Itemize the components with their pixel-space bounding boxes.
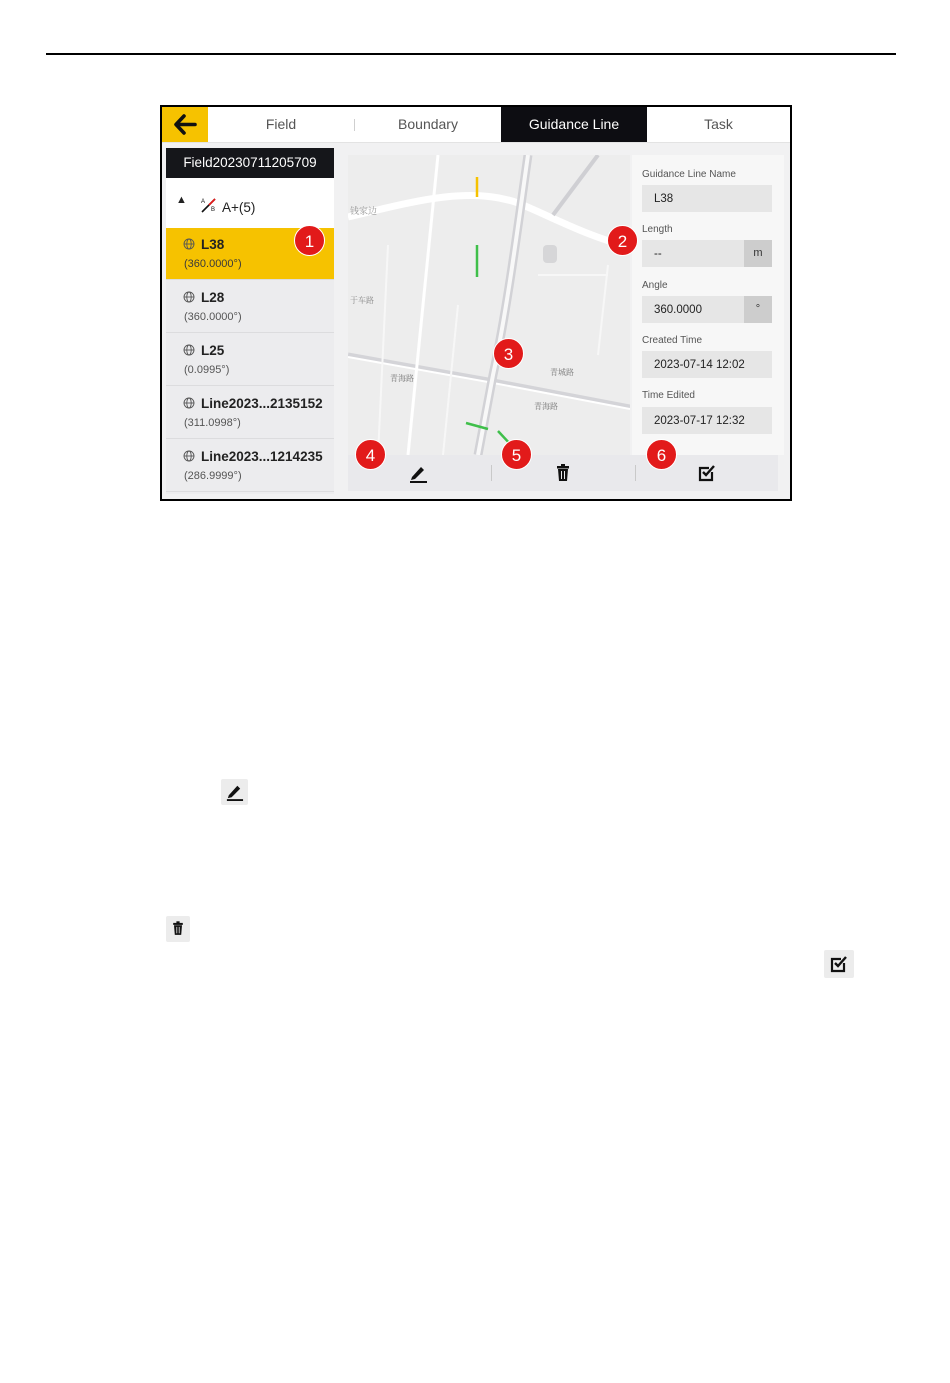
callout-badge: 5 <box>501 439 532 470</box>
ab-line-icon <box>200 197 218 213</box>
globe-icon <box>183 291 195 303</box>
created-time-field <box>642 351 772 378</box>
list-item-angle: (286.9999°) <box>184 470 242 482</box>
globe-icon <box>183 450 195 462</box>
list-item-name: Line2023...2135152 <box>201 396 323 411</box>
map-view[interactable] <box>348 155 630 455</box>
time-edited-label: Time Edited <box>642 390 695 401</box>
globe-icon <box>183 397 195 409</box>
list-item-name: L38 <box>201 237 225 252</box>
tab-task[interactable]: Task <box>704 116 733 132</box>
list-item-angle: (360.0000°) <box>184 258 242 270</box>
list-item[interactable] <box>166 440 334 492</box>
tab-boundary[interactable]: Boundary <box>398 116 458 132</box>
list-item-name: L25 <box>201 343 225 358</box>
list-item-name: L28 <box>201 290 225 305</box>
svg-text:B: B <box>211 207 216 213</box>
callout-badge: 3 <box>493 338 524 369</box>
list-item-name: Line2023...1214235 <box>201 449 323 464</box>
tab-bar <box>162 107 790 143</box>
list-item-angle: (360.0000°) <box>184 311 242 323</box>
length-unit: m <box>744 240 772 267</box>
name-field[interactable] <box>642 185 772 212</box>
length-label: Length <box>642 224 673 235</box>
pencil-icon <box>225 782 244 801</box>
callout-badge: 4 <box>355 439 386 470</box>
list-item[interactable] <box>166 281 334 333</box>
line-group-label: A+(5) <box>222 200 256 215</box>
tab-field[interactable]: Field <box>265 116 297 132</box>
action-divider <box>491 465 492 481</box>
callout-badge: 1 <box>294 225 325 256</box>
angle-label: Angle <box>642 280 668 291</box>
checkbox-check-icon <box>697 463 717 483</box>
angle-unit: ° <box>744 296 772 323</box>
callout-badge: 6 <box>646 439 677 470</box>
trash-icon <box>170 920 186 937</box>
map-label: 钱家边 <box>350 206 378 216</box>
back-button[interactable] <box>162 107 208 142</box>
map-label: 于车路 <box>350 296 374 305</box>
svg-text:A: A <box>201 199 206 205</box>
trash-icon <box>553 463 573 483</box>
tab-guidance-line[interactable]: Guidance Line <box>501 107 647 142</box>
action-bar <box>348 455 778 491</box>
map-label: 青海路 <box>390 374 414 383</box>
list-item-angle: (311.0998°) <box>184 417 241 429</box>
guidance-line-details <box>632 155 784 455</box>
header-rule <box>46 53 896 55</box>
list-item[interactable] <box>166 334 334 386</box>
caret-up-icon: ▲ <box>176 194 187 206</box>
line-group-row[interactable] <box>166 178 334 228</box>
map-canvas <box>348 155 630 455</box>
map-label: 青城路 <box>550 368 574 377</box>
created-time-label: Created Time <box>642 335 703 346</box>
globe-icon <box>183 344 195 356</box>
checkbox-check-icon <box>829 954 849 974</box>
list-item-angle: (0.0995°) <box>184 364 230 376</box>
globe-icon <box>183 238 195 250</box>
action-divider <box>635 465 636 481</box>
confirm-icon-inline <box>824 950 854 978</box>
delete-icon-inline <box>166 916 190 942</box>
field-name-header: Field20230711205709 <box>166 148 334 178</box>
app-screenshot <box>160 105 792 501</box>
list-item[interactable] <box>166 387 334 439</box>
callout-badge: 2 <box>607 225 638 256</box>
map-label: 青海路 <box>534 402 558 411</box>
edit-icon-inline <box>221 779 248 805</box>
time-edited-field <box>642 407 772 434</box>
pencil-icon <box>408 463 428 483</box>
name-label: Guidance Line Name <box>642 169 736 180</box>
arrow-left-icon <box>173 114 197 135</box>
